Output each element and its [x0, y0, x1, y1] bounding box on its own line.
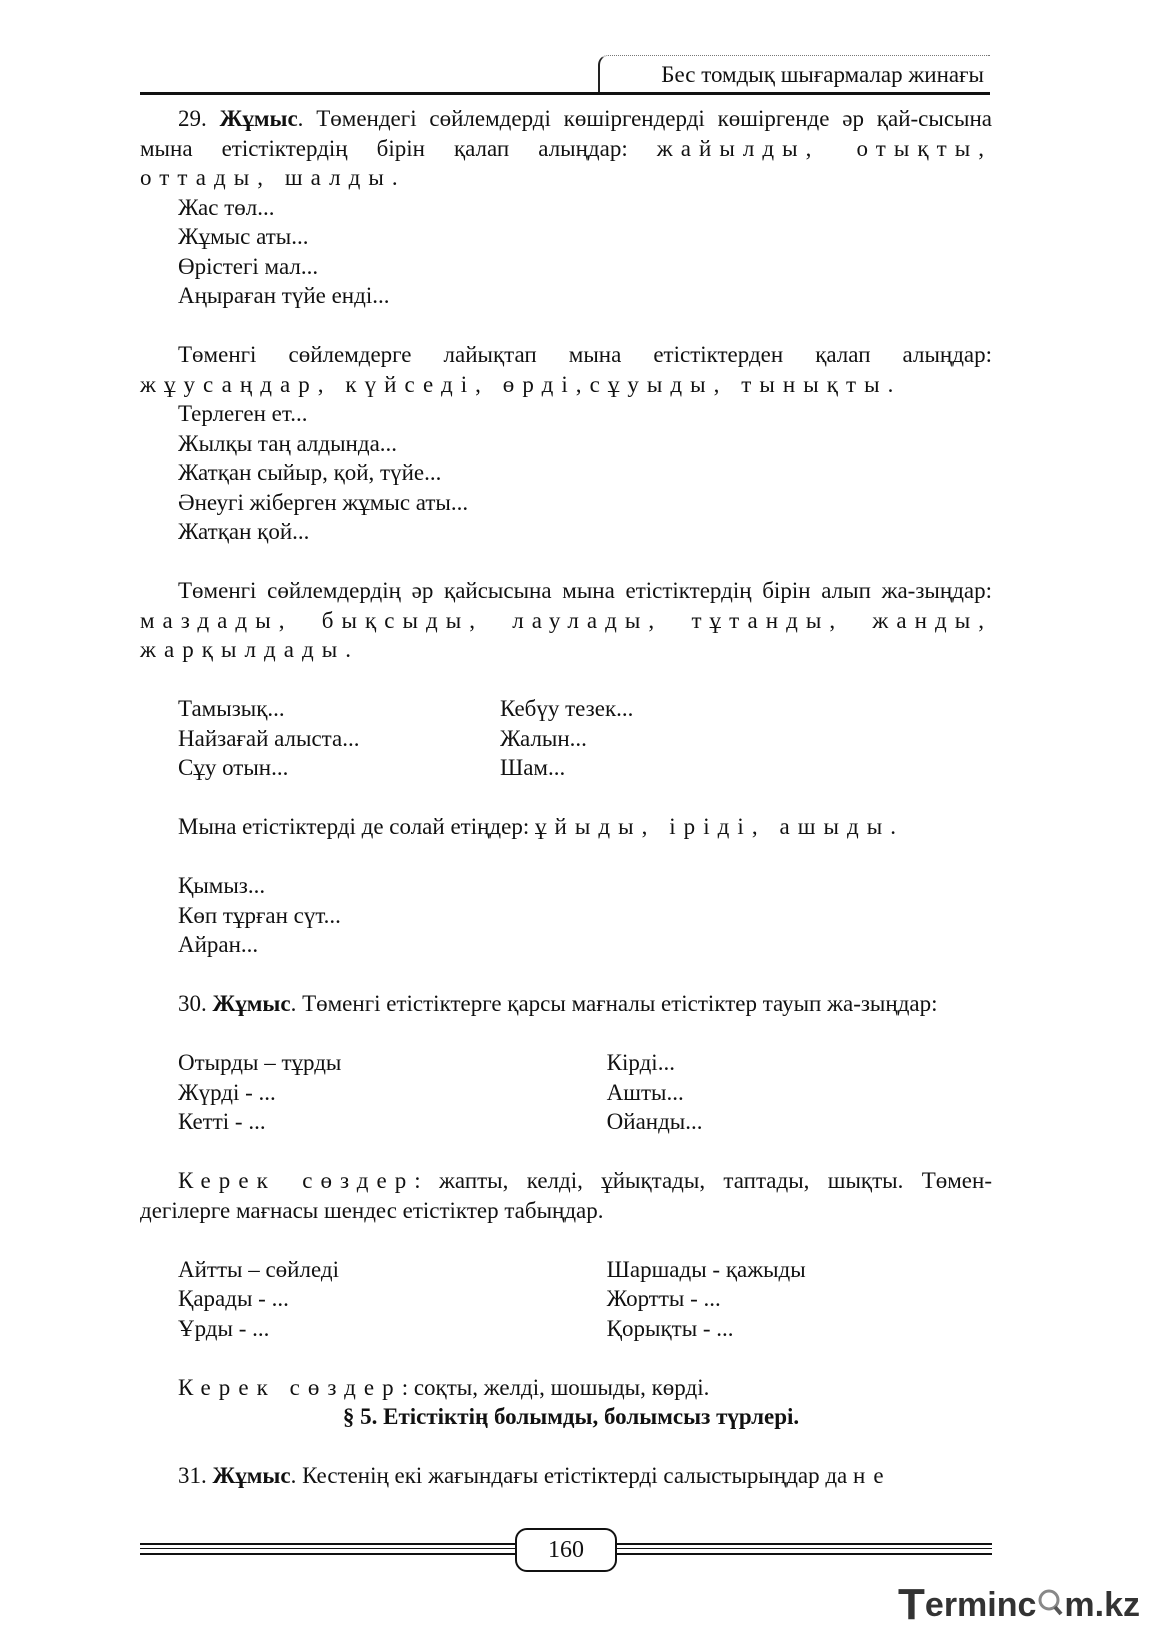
verb-list: жайылды, отықты, оттады, шалды.	[140, 135, 992, 190]
list-item: Қарады - ...	[178, 1286, 289, 1311]
right-column	[607, 1255, 992, 1344]
list-item: Жортты - ...	[606, 1286, 721, 1311]
exercise-instruction: . Төменгі етістіктерге қарсы мағналы етістіктер тауып жа-зыңдар:	[290, 991, 938, 1016]
verb-list: маздады, бықсыды, лаулады, тұтанды, жанды, жарқылдады.	[140, 607, 992, 662]
sentence-line: Жұмыс аты...	[178, 224, 309, 249]
list-item: Сұу отын...	[178, 755, 289, 780]
exercise-label: Жұмыс	[212, 991, 291, 1016]
sentence-line: Жылқы таң алдында...	[178, 430, 398, 456]
sentence-line: Әнеугі жіберген жұмыс аты...	[178, 489, 469, 515]
keywords-text: : соқты, желді, шошыды, көрді.	[401, 1374, 710, 1400]
instruction-paragraph	[140, 340, 992, 399]
footer-rule	[140, 1543, 515, 1545]
instruction-text: Төменгі сөйлемдердің әр қайсысына мына етістіктердің бірін алып жа-зыңдар:	[178, 578, 992, 603]
footer-rule	[613, 1548, 992, 1549]
header-frame	[598, 55, 990, 92]
logo-text-end: m.kz	[1064, 1585, 1140, 1624]
instruction-text: Төменгі сөйлемдерге лайықтап мына етістіктерден қалап алыңдар:	[178, 342, 992, 367]
exercise-31-intro	[140, 1461, 992, 1491]
right-column	[607, 1048, 992, 1137]
list-item: Ойанды...	[606, 1109, 703, 1134]
list-item: Кетті - ...	[178, 1109, 266, 1134]
instruction-text: Мына етістіктерді де солай етіңдер:	[178, 814, 530, 839]
footer-rule	[140, 1553, 515, 1555]
logo-letter: T	[898, 1580, 925, 1629]
book-title: Бес томдық шығармалар жинағы	[661, 62, 984, 87]
right-column	[500, 694, 900, 783]
keywords-paragraph	[140, 1166, 992, 1225]
two-column-list	[140, 694, 992, 783]
list-item: Жүрді - ...	[178, 1079, 276, 1105]
exercise-number: 29.	[178, 106, 207, 131]
sentence-line: Айран...	[178, 932, 259, 957]
exercise-instruction: . Төмендегі сөйлемдерді көшіргендерді көшіргенде әр қай-сысына мына етістіктердің бірін қалап алыңдар:	[140, 106, 993, 161]
list-item: Кебүу тезек...	[500, 696, 634, 721]
exercise-label: Жұмыс	[212, 1463, 291, 1488]
list-item: Жалын...	[500, 725, 587, 751]
list-item: Шаршады - қажыды	[606, 1256, 806, 1282]
sentence-line: Терлеген ет...	[178, 401, 308, 426]
list-item: Ашты...	[606, 1079, 684, 1105]
list-item: Тамызық...	[178, 696, 285, 721]
header-rule	[140, 92, 990, 95]
verb-list: жұусаңдар, күйседі, өрді,сұуыды, тынықты.	[140, 371, 902, 397]
footer-rule	[140, 1548, 515, 1549]
logo-text: erminc	[924, 1585, 1037, 1624]
keywords-label: Керек сөздер	[178, 1168, 415, 1193]
two-column-list	[140, 1255, 992, 1344]
sentence-line: Қымыз...	[178, 873, 266, 898]
sentence-line: Жас төл...	[178, 194, 275, 220]
sentence-line: Жатқан сыйыр, қой, түйе...	[178, 460, 442, 485]
instruction-paragraph	[140, 812, 992, 842]
exercise-number: 30.	[178, 991, 207, 1016]
instruction-paragraph	[140, 576, 992, 665]
left-column	[178, 1048, 607, 1137]
sentence-line: Аңыраған түйе енді...	[178, 283, 390, 308]
page-number: 160	[515, 1528, 617, 1572]
left-column	[178, 1255, 607, 1344]
page-body	[140, 104, 992, 1491]
running-header	[140, 55, 990, 95]
page-footer	[140, 1528, 992, 1572]
watermark-logo	[898, 1582, 1140, 1628]
two-column-list	[140, 1048, 992, 1137]
exercise-30-intro	[140, 989, 992, 1019]
footer-rule	[613, 1543, 992, 1545]
sentence-line: Көп тұрған сүт...	[178, 902, 341, 928]
section-heading: § 5. Етістіктің болымды, болымсыз түрлері.	[342, 1404, 800, 1429]
sentence-line: Жатқан қой...	[178, 519, 310, 544]
verb-list: ұйыды, іріді, ашыды.	[534, 814, 905, 839]
footer-rule	[613, 1553, 992, 1555]
keywords-paragraph	[140, 1373, 992, 1403]
exercise-number: 31.	[178, 1463, 207, 1488]
keywords-label: Керек сөздер	[178, 1374, 402, 1400]
left-column	[178, 694, 500, 783]
list-item: Ұрды - ...	[178, 1315, 270, 1341]
exercise-tail: не	[853, 1463, 892, 1488]
list-item: Отырды – тұрды	[178, 1050, 342, 1075]
list-item: Қорықты - ...	[606, 1315, 734, 1341]
magnifier-icon	[1037, 1586, 1063, 1625]
list-item: Найзағай алыста...	[178, 725, 360, 751]
exercise-instruction: . Кестенің екі жағындағы етістіктерді салыстырыңдар да	[290, 1463, 848, 1488]
exercise-label: Жұмыс	[219, 106, 298, 131]
list-item: Кірді...	[606, 1050, 675, 1075]
list-item: Айтты – сөйледі	[178, 1256, 339, 1282]
keywords-text: : жапты, келді, ұйықтады, таптады, шықты. Төмен-дегілерге мағнасы шендес етістіктер табыңдар.	[140, 1168, 992, 1223]
sentence-line: Өрістегі мал...	[178, 253, 319, 279]
exercise-29-intro	[140, 104, 992, 193]
list-item: Шам...	[500, 755, 566, 780]
